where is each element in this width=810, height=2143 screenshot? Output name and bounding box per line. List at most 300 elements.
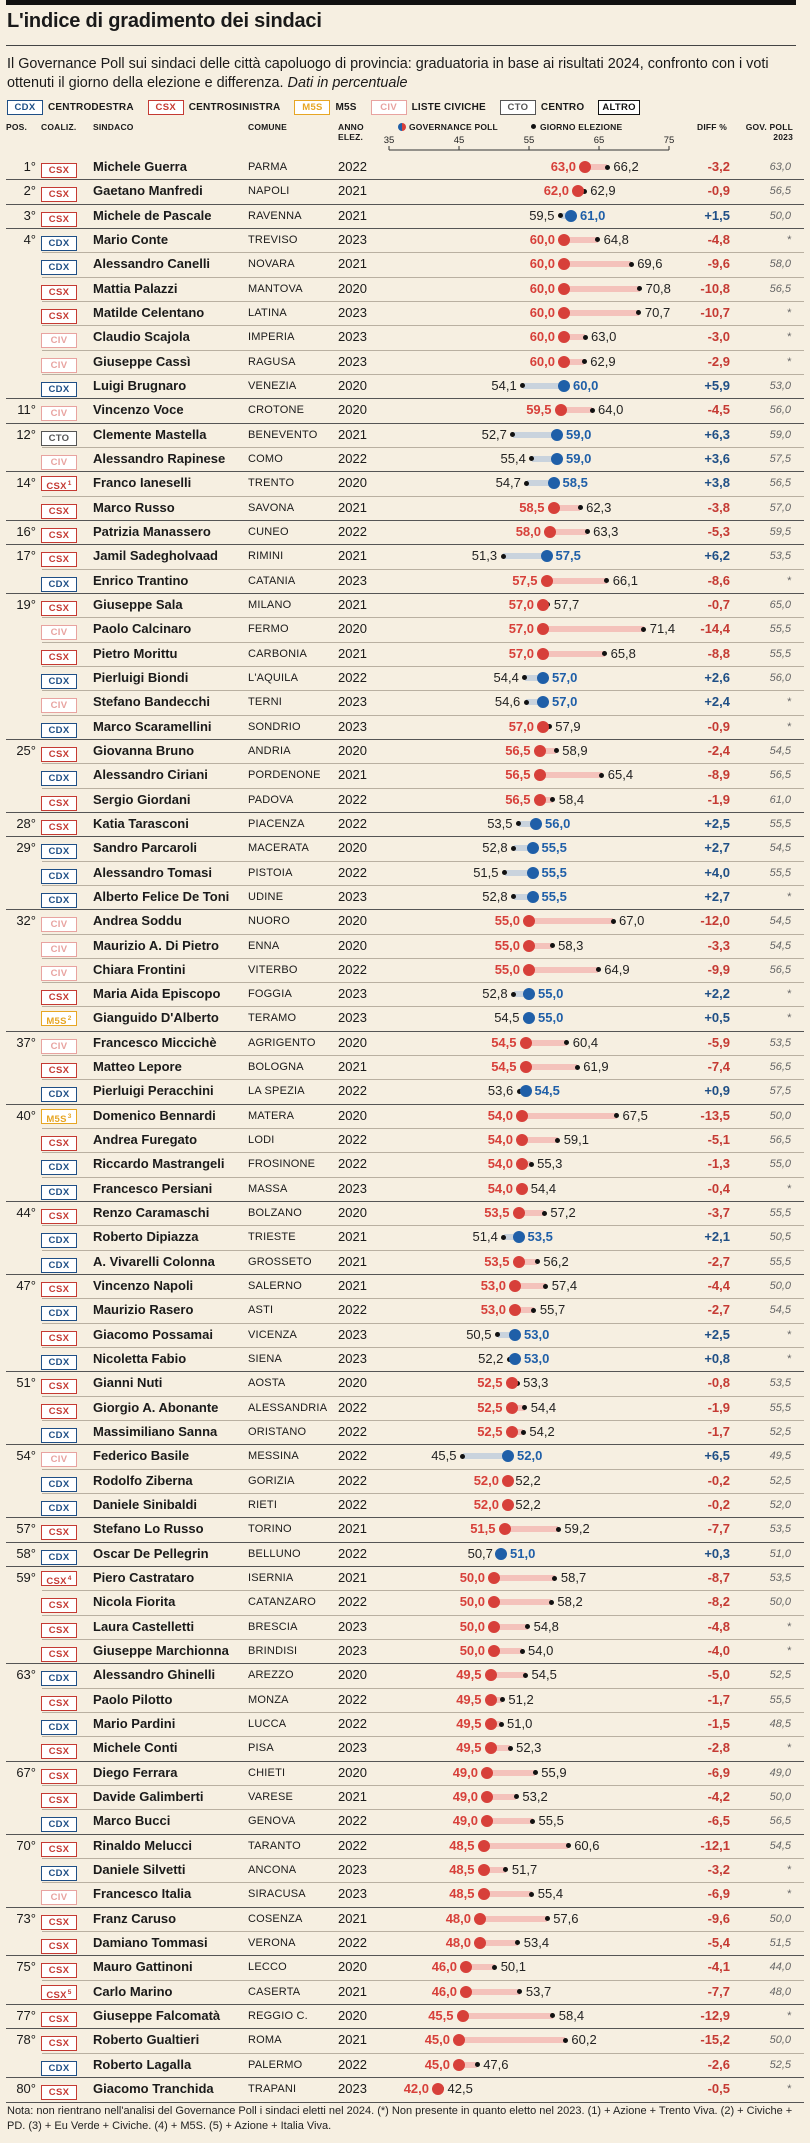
city-name: PORDENONE: [248, 769, 321, 782]
poll-2023-value: 54,5: [769, 1839, 791, 1852]
city-name: AREZZO: [248, 1669, 294, 1682]
coalition-badge-cell: [41, 1741, 77, 1759]
mayor-name: Sergio Giordani: [93, 791, 191, 807]
legend-label: CENTROSINISTRA: [188, 101, 281, 113]
coalition-badge: [41, 1379, 77, 1394]
mayor-name: Renzo Caramaschi: [93, 1205, 210, 1221]
table-row: [0, 1079, 810, 1103]
mayor-name: Federico Basile: [93, 1448, 190, 1464]
poll-dot: [523, 1012, 535, 1024]
city-name: BRINDISI: [248, 1645, 298, 1658]
poll-2023-value: 56,0: [769, 671, 791, 684]
poll-value-label: 56,5: [505, 742, 531, 758]
poll-value-label: 54,0: [487, 1180, 513, 1196]
coalition-code: CSX: [48, 1600, 70, 1612]
election-year: 2022: [338, 1813, 367, 1829]
poll-value-label: 53,5: [484, 1205, 510, 1221]
poll-2023-value: 55,5: [769, 623, 791, 636]
difference-value: +2,7: [704, 840, 730, 856]
coalition-badge: [41, 2085, 77, 2100]
election-year: 2022: [338, 1399, 367, 1415]
election-year: 2022: [338, 1083, 367, 1099]
coalition-code: CIV: [50, 456, 68, 468]
poll-value-label: 53,5: [527, 1229, 553, 1245]
election-dot: [511, 992, 516, 997]
coalition-badge: [41, 1428, 77, 1443]
range-bar: [484, 1843, 569, 1849]
election-value-label: 54,7: [495, 475, 521, 491]
poll-value-label: 62,0: [543, 183, 569, 199]
poll-2023-value: *: [786, 331, 791, 344]
coalition-code: CIV: [50, 408, 68, 420]
row-position: 57°: [16, 1521, 36, 1537]
election-dot: [549, 1600, 554, 1605]
mayor-name: Matteo Lepore: [93, 1059, 182, 1075]
coalition-code: CDX: [48, 1478, 70, 1490]
range-bar: [543, 651, 605, 657]
header-prev-1: GOV. POLL: [745, 122, 793, 132]
poll-2023-value: *: [786, 306, 791, 319]
table-row: [0, 1566, 810, 1590]
mayor-name: Carlo Marino: [93, 1983, 173, 1999]
poll-dot: [453, 2034, 465, 2046]
mayor-name: Gaetano Manfredi: [93, 183, 203, 199]
mayor-name: Pietro Morittu: [93, 645, 178, 661]
range-bar: [487, 1770, 535, 1776]
table-row: [0, 642, 810, 666]
election-value-label: 51,2: [508, 1691, 534, 1707]
mayor-name: Franz Caruso: [93, 1910, 177, 1926]
axis-tick-label: 35: [383, 135, 395, 146]
table-row: [0, 1858, 810, 1882]
election-value-label: 66,2: [613, 159, 639, 174]
coalition-badge: [41, 674, 77, 689]
mayor-name: Giacomo Possamai: [93, 1326, 213, 1342]
mayor-name: Marco Scaramellini: [93, 718, 212, 734]
coalition-badge-cell: [41, 1230, 77, 1248]
city-name: RIMINI: [248, 550, 284, 563]
table-row: [0, 1736, 810, 1760]
election-value-label: 59,2: [564, 1521, 590, 1537]
mayor-name: Francesco Miccichè: [93, 1034, 217, 1050]
legend-item-cto: [500, 100, 584, 115]
difference-value: -9,6: [707, 1910, 730, 1926]
row-position: 78°: [16, 2032, 36, 2048]
coalition-code: CDX: [48, 578, 70, 590]
poll-dot: [527, 891, 539, 903]
row-position: 58°: [16, 1545, 36, 1561]
election-dot: [629, 262, 634, 267]
city-name: SAVONA: [248, 501, 295, 514]
election-year: 2022: [338, 1545, 367, 1561]
legend-label: CENTRODESTRA: [48, 101, 134, 113]
mayor-name: Riccardo Mastrangeli: [93, 1156, 225, 1172]
election-dot: [520, 1649, 525, 1654]
row-position: 70°: [16, 1837, 36, 1853]
difference-value: -5,3: [707, 523, 730, 539]
mayor-name: Claudio Scajola: [93, 329, 190, 345]
range-bar: [503, 553, 546, 559]
poll-dot: [457, 2010, 469, 2022]
poll-dot: [523, 988, 535, 1000]
coalition-badge: [41, 1793, 77, 1808]
coalition-badge-cell: [41, 1328, 77, 1346]
coalition-badge-cell: [41, 817, 77, 835]
mayor-name: Marco Russo: [93, 499, 175, 515]
poll-dot: [485, 1669, 497, 1681]
poll-value-label: 53,5: [484, 1253, 510, 1269]
city-name: TARANTO: [248, 1839, 301, 1852]
election-year: 2021: [338, 1570, 367, 1586]
coalition-badge: [41, 1842, 77, 1857]
poll-dot: [548, 502, 560, 514]
table-row: [0, 204, 810, 228]
difference-value: +0,3: [704, 1545, 730, 1561]
election-value-label: 52,7: [481, 426, 507, 442]
election-dot: [508, 1746, 513, 1751]
table-row: [0, 1104, 810, 1128]
poll-2023-value: 55,5: [769, 866, 791, 879]
city-name: AGRIGENTO: [248, 1036, 316, 1049]
poll-2023-value: *: [786, 1620, 791, 1633]
election-dot: [554, 748, 559, 753]
coalition-badge: [41, 601, 77, 616]
city-name: MATERA: [248, 1109, 295, 1122]
difference-value: +2,2: [704, 986, 730, 1002]
election-year: 2022: [338, 961, 367, 977]
legend-label: CENTRO: [540, 101, 585, 113]
election-year: 2023: [338, 353, 367, 369]
coalition-badge-cell: [41, 987, 77, 1005]
election-dot: [542, 1211, 547, 1216]
difference-value: -6,5: [707, 1813, 730, 1829]
coalition-code: CSX: [48, 1138, 70, 1150]
table-row: [0, 1396, 810, 1420]
difference-value: +2,1: [704, 1229, 730, 1245]
coalition-badge: [41, 1160, 77, 1175]
coalition-badge: [41, 504, 77, 519]
coalition-code: CDX: [48, 724, 70, 736]
difference-value: -9,6: [707, 256, 730, 272]
election-year: 2022: [338, 1448, 367, 1464]
row-position: 77°: [16, 2007, 36, 2023]
table-row: [0, 544, 810, 568]
table-row: [0, 739, 810, 763]
poll-dot: [537, 696, 549, 708]
mayor-name: Gianni Nuti: [93, 1375, 163, 1391]
election-dot: [604, 578, 609, 583]
election-year: 2021: [338, 2032, 367, 2048]
poll-2023-value: 55,5: [769, 1255, 791, 1268]
coalition-badge-cell: [41, 1036, 77, 1054]
mayor-name: Domenico Bennardi: [93, 1107, 216, 1123]
coalition-code: CDX: [48, 1867, 70, 1879]
poll-2023-value: 50,0: [769, 1596, 791, 1609]
city-name: LODI: [248, 1134, 275, 1147]
election-dot: [595, 237, 600, 242]
election-value-label: 45,5: [431, 1448, 457, 1464]
table-row: [0, 1931, 810, 1955]
election-year: 2022: [338, 1691, 367, 1707]
range-bar: [540, 772, 602, 778]
axis-tick-label: 55: [523, 135, 535, 146]
coalition-code: CSX: [48, 1965, 70, 1977]
row-position: 16°: [16, 523, 36, 539]
mayor-name: Michele Conti: [93, 1740, 178, 1756]
difference-value: -8,9: [707, 767, 730, 783]
coalition-code: CIV: [50, 335, 68, 347]
coalition-code: CSX: [48, 165, 70, 176]
election-dot: [503, 1867, 508, 1872]
table-row: [0, 1152, 810, 1176]
poll-value-label: 57,0: [508, 718, 534, 734]
coalition-badge-cell: [41, 1011, 77, 1029]
poll-value-label: 55,0: [494, 937, 520, 953]
coalition-badge-cell: [41, 209, 77, 227]
table-row: [0, 569, 810, 593]
poll-value-label: 57,0: [552, 694, 578, 710]
city-name: CATANIA: [248, 574, 296, 587]
poll-2023-value: 56,5: [769, 769, 791, 782]
election-dot: [614, 1113, 619, 1118]
election-dot: [564, 1040, 569, 1045]
poll-2023-value: 51,5: [769, 1936, 791, 1949]
poll-dot: [485, 1742, 497, 1754]
mayor-name: Vincenzo Voce: [93, 402, 184, 418]
row-position: 75°: [16, 1959, 36, 1975]
election-value-label: 51,7: [511, 1861, 538, 1877]
mayor-name: Paolo Calcinaro: [93, 621, 192, 637]
city-name: ROMA: [248, 2034, 282, 2047]
mayor-name: Franco Ianeselli: [93, 475, 192, 491]
election-year: 2022: [338, 1472, 367, 1488]
poll-dot: [460, 1986, 472, 1998]
coalition-code: CSX: [48, 1649, 70, 1661]
city-name: SIENA: [248, 1353, 283, 1366]
range-bar: [522, 1113, 617, 1119]
coalition-code: CSX: [48, 2086, 70, 2098]
page-title: L'indice di gradimento dei sindaci: [7, 10, 322, 32]
poll-2023-value: 50,0: [769, 1912, 791, 1925]
election-value-label: 52,8: [482, 840, 508, 856]
coalition-code: CSX: [48, 992, 70, 1004]
poll-value-label: 59,0: [566, 450, 592, 466]
poll-value-label: 54,0: [487, 1156, 513, 1172]
election-value-label: 66,1: [612, 572, 638, 588]
election-value-label: 70,8: [645, 280, 671, 296]
poll-2023-value: 50,0: [769, 209, 791, 222]
poll-dot: [527, 867, 539, 879]
coalition-code: CSX: [46, 1576, 67, 1588]
coalition-code: M5S: [46, 1016, 67, 1028]
coalition-code: CDX: [48, 1259, 70, 1271]
poll-2023-value: *: [786, 355, 791, 368]
election-value-label: 55,4: [537, 1886, 564, 1902]
election-year: 2022: [338, 1716, 367, 1731]
election-dot: [611, 919, 616, 924]
election-value-label: 55,7: [539, 1302, 566, 1318]
poll-dot: [460, 1961, 472, 1973]
coalition-code: CDX: [48, 1722, 70, 1733]
table-row: [0, 1055, 810, 1079]
poll-2023-value: *: [786, 1328, 791, 1341]
table-row: [0, 520, 810, 544]
coalition-code: CDX: [48, 1551, 70, 1563]
table-row: [0, 228, 810, 252]
poll-value-label: 54,0: [487, 1132, 513, 1148]
difference-value: +3,8: [704, 475, 730, 491]
city-name: PISA: [248, 1742, 274, 1755]
coalition-badge-cell: [41, 768, 77, 786]
election-year: 2021: [338, 1278, 367, 1294]
coalition-badge: [41, 1501, 77, 1516]
mayor-name: Luigi Brugnaro: [93, 377, 187, 393]
mayor-name: Alberto Felice De Toni: [93, 888, 230, 904]
mayor-name: Nicola Fiorita: [93, 1594, 176, 1610]
election-year: 2020: [338, 402, 367, 418]
poll-dot: [506, 1426, 518, 1438]
city-name: VENEZIA: [248, 379, 297, 392]
election-value-label: 71,4: [649, 621, 676, 637]
election-dot: [492, 1965, 497, 1970]
difference-value: +6,5: [704, 1448, 730, 1464]
poll-2023-value: 50,0: [769, 1790, 791, 1803]
table-row: [0, 1663, 810, 1687]
poll-2023-value: 52,5: [769, 1426, 791, 1439]
table-row: [0, 2028, 810, 2052]
election-year: 2021: [338, 1229, 367, 1245]
election-value-label: 60,2: [571, 2032, 597, 2048]
poll-dot: [481, 1815, 493, 1827]
coalition-code: CDX: [48, 262, 70, 274]
election-year: 2021: [338, 596, 367, 612]
city-name: SIRACUSA: [248, 1888, 306, 1901]
election-value-label: 42,5: [447, 2080, 473, 2096]
difference-value: -1,5: [707, 1716, 730, 1731]
city-name: TREVISO: [248, 233, 298, 246]
poll-dot: [502, 1499, 514, 1511]
election-dot: [475, 2062, 480, 2067]
poll-2023-value: 54,5: [769, 1304, 791, 1317]
poll-dot: [509, 1329, 521, 1341]
city-name: MILANO: [248, 598, 292, 611]
election-dot: [575, 1065, 580, 1070]
table-row: [0, 301, 810, 325]
election-year: 2021: [338, 256, 367, 272]
poll-2023-value: *: [786, 1645, 791, 1658]
poll-dot: [558, 283, 570, 295]
coalition-code: CSX: [48, 2013, 70, 2025]
range-bar: [463, 2013, 553, 2019]
election-value-label: 60,4: [572, 1034, 599, 1050]
coalition-badge: [41, 1136, 77, 1151]
election-value-label: 57,7: [553, 596, 580, 612]
coalition-badge-cell: [41, 1255, 77, 1273]
election-value-label: 55,5: [538, 1813, 564, 1829]
election-year: 2020: [338, 280, 367, 296]
poll-dot: [527, 842, 539, 854]
city-name: CASERTA: [248, 1985, 301, 1998]
legend-badge-civ: CIV: [371, 100, 407, 115]
legend-item-cdx: [7, 100, 134, 115]
coalition-badge-cell: [41, 647, 77, 665]
difference-value: -12,1: [700, 1837, 730, 1853]
election-value-label: 62,9: [590, 183, 616, 199]
difference-value: -4,1: [707, 1959, 730, 1975]
table-row: [0, 1298, 810, 1322]
difference-value: -7,4: [707, 1059, 730, 1075]
election-value-label: 54,1: [491, 377, 517, 393]
poll-value-label: 50,0: [459, 1618, 485, 1634]
table-row: [0, 1225, 810, 1249]
poll-value-label: 57,5: [512, 572, 538, 588]
coalition-code: CSX: [48, 310, 70, 322]
mayor-name: Oscar De Pellegrin: [93, 1545, 209, 1561]
row-position: 63°: [16, 1667, 36, 1683]
city-name: NUORO: [248, 915, 290, 928]
election-dot: [637, 286, 642, 291]
poll-2023-value: 48,5: [769, 1718, 791, 1730]
election-value-label: 52,2: [478, 1351, 504, 1367]
coalition-badge-cell: [41, 914, 77, 932]
poll-2023-value: *: [786, 1742, 791, 1755]
legend-item-m5s: [294, 100, 356, 115]
poll-value-label: 60,0: [529, 256, 555, 272]
difference-value: +6,2: [704, 548, 730, 564]
coalition-badge: [41, 163, 77, 178]
coalition-badge: [41, 1087, 77, 1102]
poll-2023-value: *: [786, 2009, 791, 2022]
poll-value-label: 42,0: [403, 2080, 429, 2096]
mayor-name: Andrea Soddu: [93, 913, 182, 929]
header-diff: DIFF %: [697, 122, 728, 132]
poll-dot: [520, 1085, 532, 1097]
election-year: 2023: [338, 1351, 367, 1367]
poll-value-label: 60,0: [529, 280, 555, 296]
coalition-code: CSX: [48, 213, 70, 225]
poll-dot: [537, 721, 549, 733]
coalition-badge: [41, 796, 77, 811]
city-name: TERNI: [248, 696, 282, 709]
coalition-code: CSX: [48, 1770, 70, 1782]
coalition-badge-cell: [41, 695, 77, 713]
difference-value: +5,9: [704, 377, 730, 393]
coalition-badge-cell: [41, 1084, 77, 1102]
election-value-label: 62,3: [586, 499, 612, 515]
coalition-badge-cell: [41, 330, 77, 348]
election-dot: [550, 943, 555, 948]
poll-dot: [565, 210, 577, 222]
coalition-badge: [41, 406, 77, 421]
poll-dot: [495, 1548, 507, 1560]
city-name: ISERNIA: [248, 1572, 294, 1585]
table-row: [0, 2004, 810, 2028]
poll-dot: [488, 1621, 500, 1633]
poll-value-label: 52,5: [477, 1424, 503, 1440]
table-row: [0, 958, 810, 982]
row-position: 17°: [16, 548, 36, 564]
poll-dot: [523, 964, 535, 976]
coalition-code: CTO: [48, 432, 70, 444]
legend-item-civ: [371, 100, 486, 115]
difference-value: -12,9: [700, 2007, 730, 2023]
poll-value-label: 57,0: [508, 621, 534, 637]
table-row: [0, 1006, 810, 1030]
difference-value: -14,4: [700, 621, 730, 637]
city-name: VERONA: [248, 1936, 296, 1949]
coalition-code: CSX: [48, 1381, 70, 1393]
city-name: MONZA: [248, 1693, 289, 1706]
